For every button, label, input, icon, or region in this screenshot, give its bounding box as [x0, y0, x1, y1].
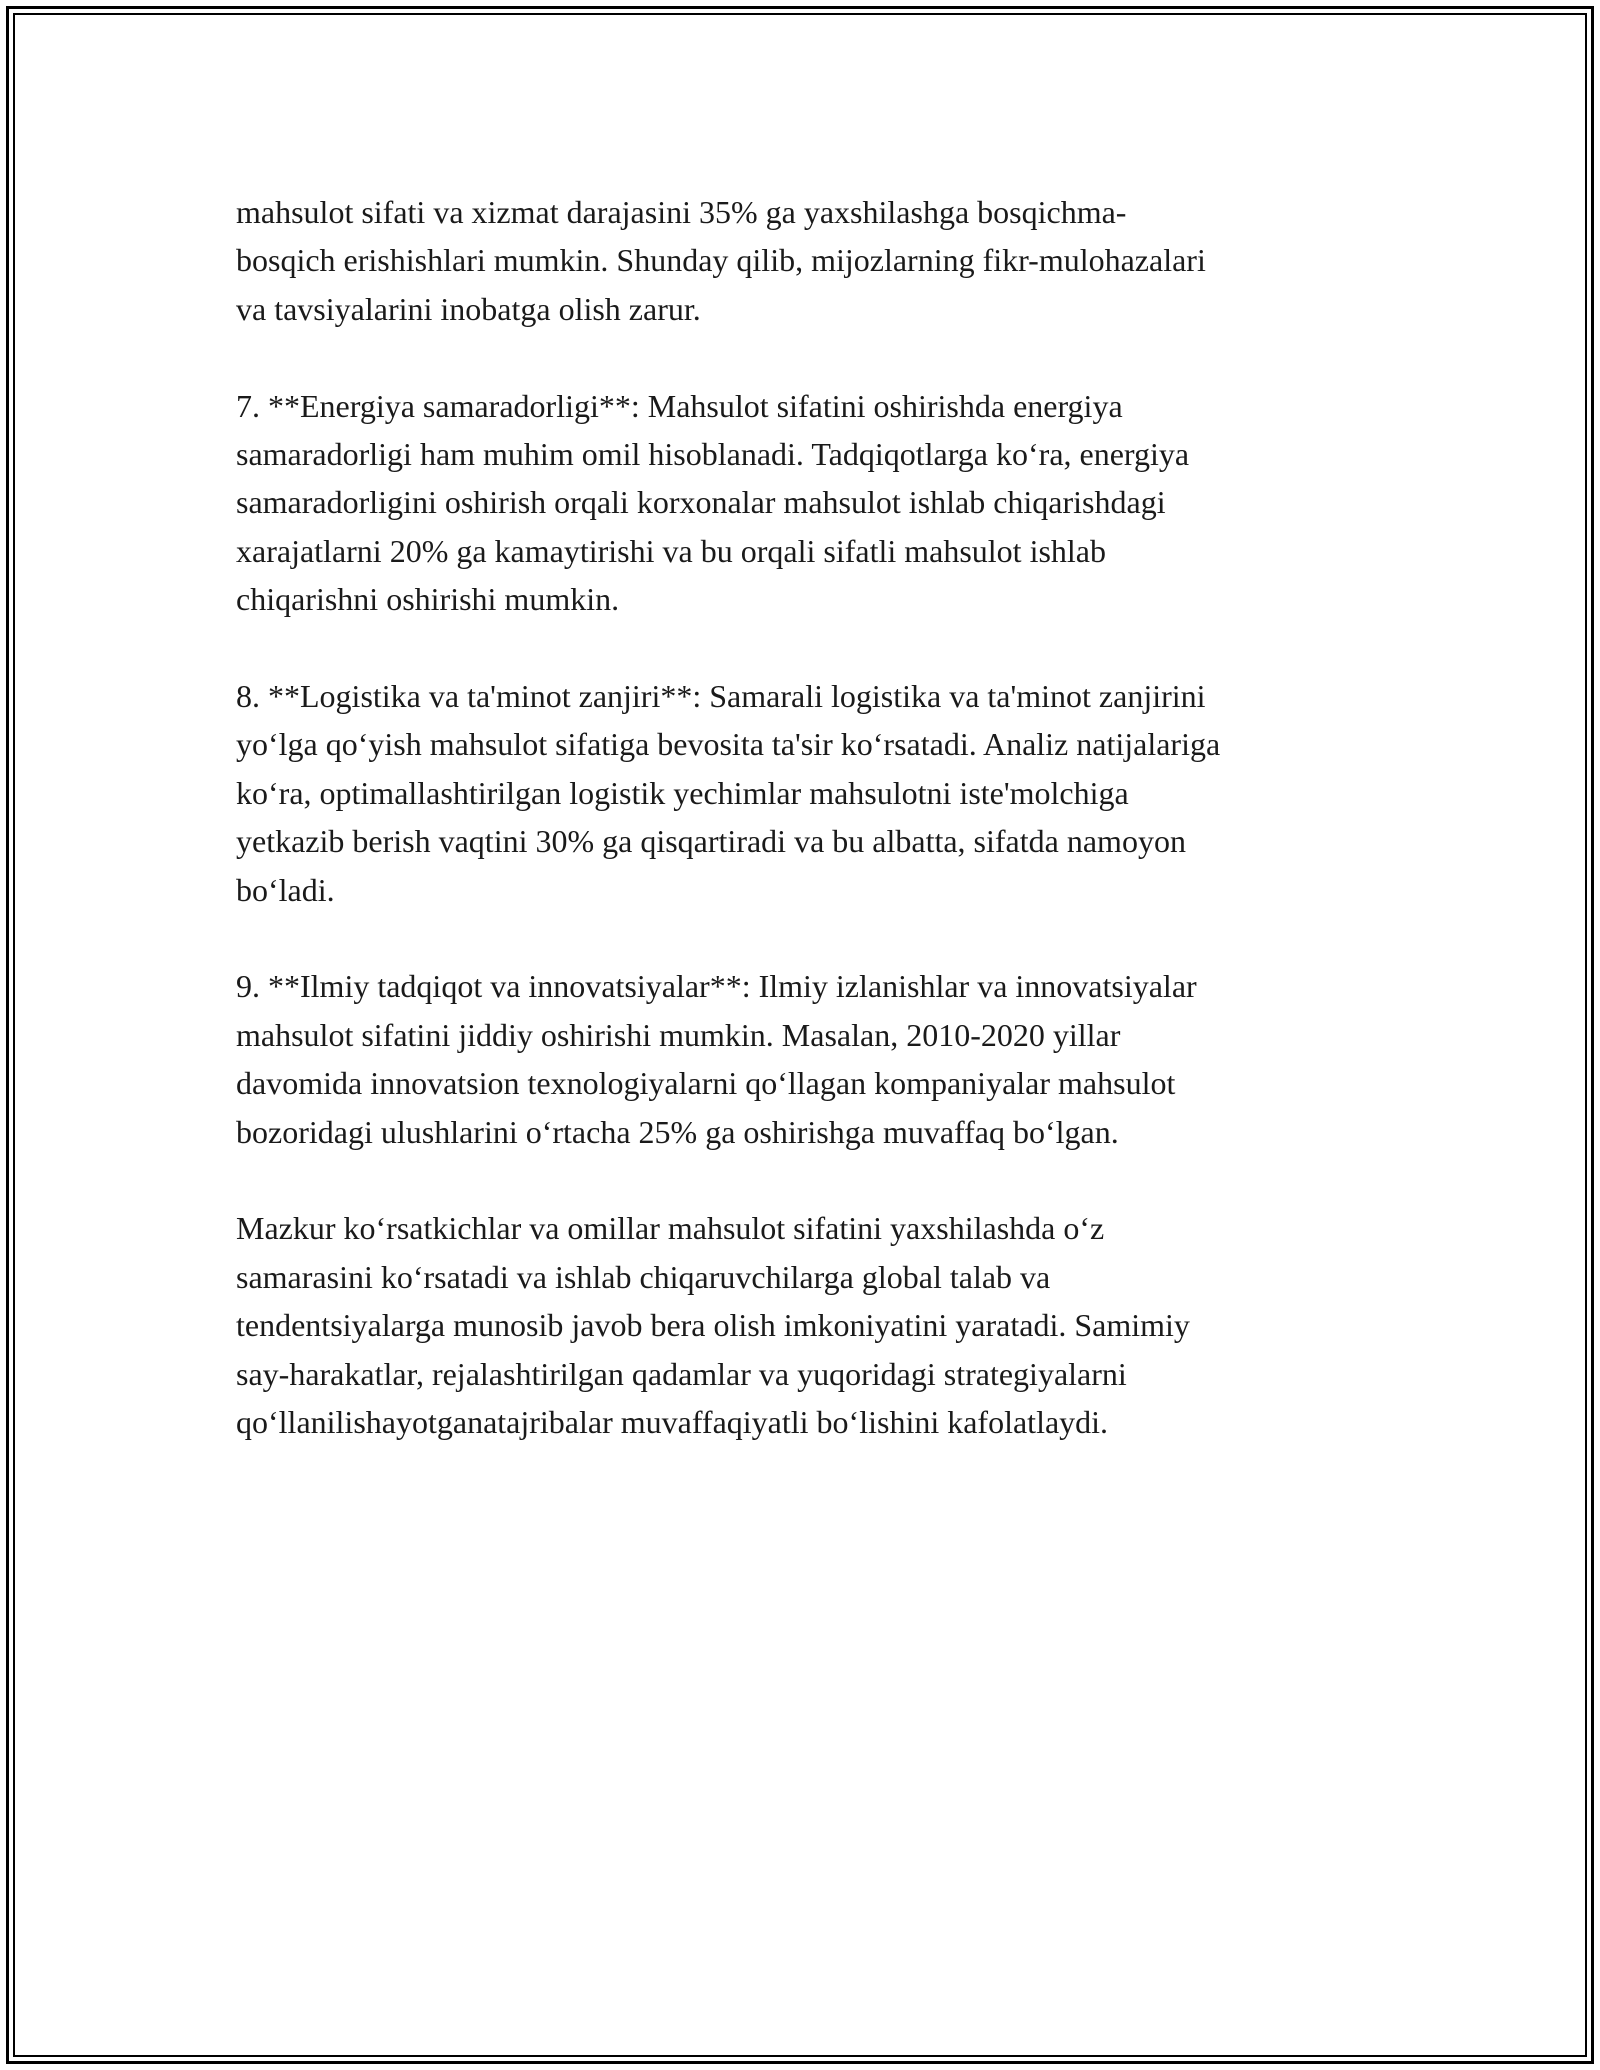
paragraph-continuation: mahsulot sifati va xizmat darajasini 35% ga yaxshilashga bosqichma- bosqich erishishlari mumkin. Shunday qilib, mijozlarning fikr-mulohazalari va tavsiyalarini inobatga olish zarur.: [236, 194, 1206, 327]
paragraph-logistics: 8. **Logistika va ta'minot zanjiri**: Samarali logistika va ta'minot zanjirini yoʻlga qoʻyish mahsulot sifatiga bevosita ta'sir koʻrsatadi. Analiz natijalariga koʻra, optimallashtirilgan logistik yechimlar mahsulotni iste'molchiga yetkazib berish vaqtini 30% ga qisqartiradi va bu albatta, sifatda namoyon boʻladi.: [236, 678, 1221, 908]
document-body: [236, 188, 1396, 1495]
paragraph-conclusion: Mazkur koʻrsatkichlar va omillar mahsulot sifatini yaxshilashda oʻz samarasini koʻrsatadi va ishlab chiqaruvchilarga global talab va tendentsiyalarga munosib javob bera olish imkoniyatini yaratadi. Samimiy say-harakatlar, rejalashtirilgan qadamlar va yuqoridagi strategiyalarni qoʻllanilishayotganatajribalar muvaffaqiyatli boʻlishini kafolatlaydi.: [236, 1210, 1190, 1441]
paragraph-energy-efficiency: 7. **Energiya samaradorligi**: Mahsulot sifatini oshirishda energiya samaradorligi ham muhim omil hisoblanadi. Tadqiqotlarga koʻra, energiya samaradorligini oshirish orqali korxonalar mahsulot ishlab chiqarishdagi xarajatlarni 20% ga kamaytirishi va bu orqali sifatli mahsulot ishlab chiqarishni oshirishi mumkin.: [236, 387, 1190, 618]
paragraph-research-innovation: 9. **Ilmiy tadqiqot va innovatsiyalar**: Ilmiy izlanishlar va innovatsiyalar mahsulot sifatini jiddiy oshirishi mumkin. Masalan, 2010-2020 yillar davomida innovatsion texnologiyalarni qoʻllagan kompaniyalar mahsulot bozoridagi ulushlarini oʻrtacha 25% ga oshirishga muvaffaq boʻlgan.: [236, 968, 1197, 1150]
